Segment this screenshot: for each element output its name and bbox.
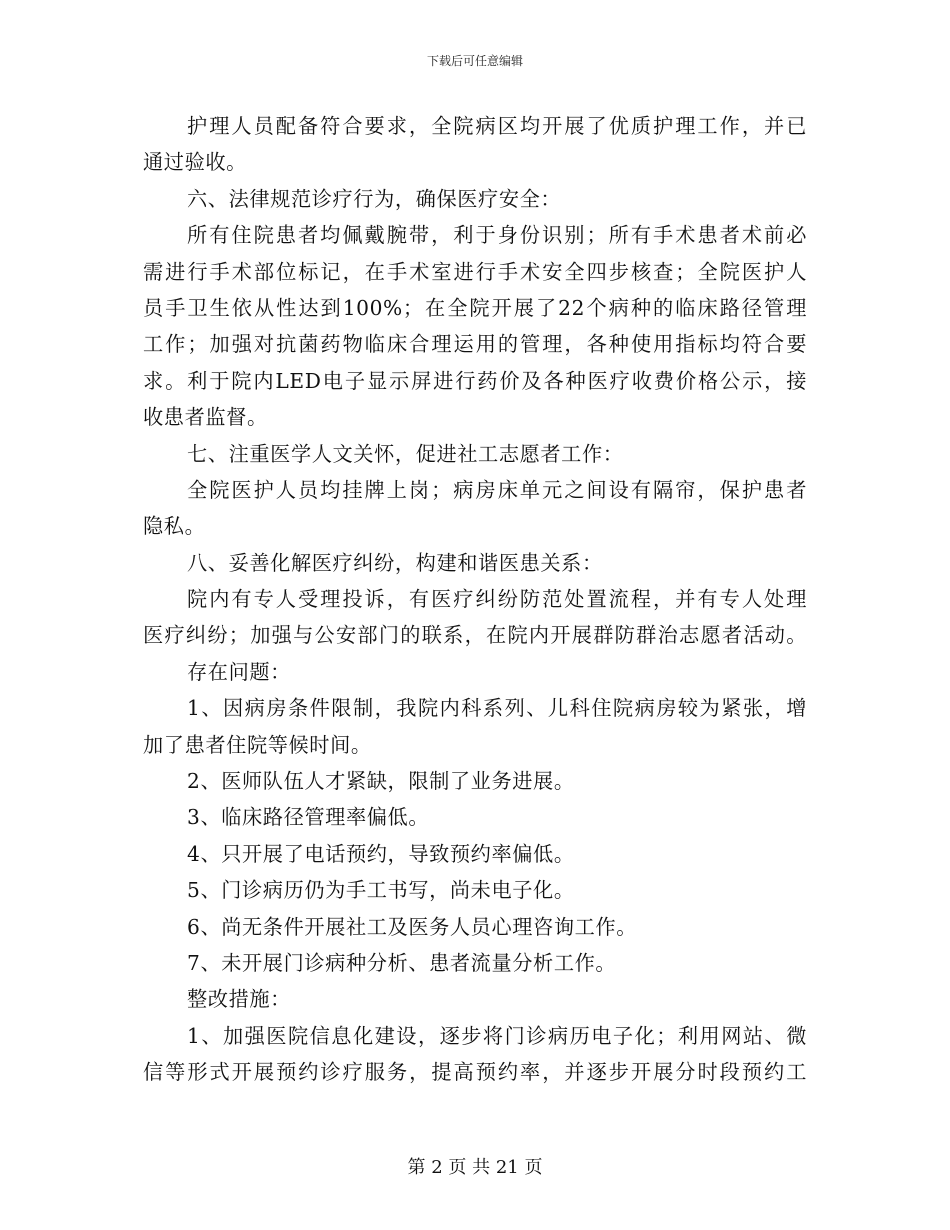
text-line: 七、注重医学人文关怀，促进社工志愿者工作： [187,441,624,466]
text-line: 所有住院患者均佩戴腕带，利于身份识别；所有手术患者术前必 [187,223,807,248]
text-line: 全院医护人员均挂牌上岗；病房床单元之间设有隔帘，保护患者 [187,477,807,502]
text-line: 员手卫生依从性达到100%；在全院开展了22个病种的临床路径管理 [143,295,807,320]
text-line: 医疗纠纷；加强与公安部门的联系，在院内开展群防群治志愿者活动。 [143,623,807,648]
text-line: 院内有专人受理投诉，有医疗纠纷防范处置流程，并有专人处理 [187,587,807,612]
text-line: 2、医师队伍人才紧缺，限制了业务进展。 [187,769,575,794]
text-line: 3、临床路径管理率偏低。 [187,805,430,830]
page-header: 下载后可任意编辑 [426,54,523,68]
text-line: 工作；加强对抗菌药物临床合理运用的管理，各种使用指标均符合要 [143,332,807,357]
page-footer: 第 2 页 共 21 页 [407,1157,543,1178]
text-line: 求。利于院内LED电子显示屏进行药价及各种医疗收费价格公示，接 [143,368,807,393]
text-line: 整改措施： [187,987,291,1012]
text-line: 存在问题： [187,659,291,684]
text-line: 通过验收。 [143,150,247,175]
text-line: 6、尚无条件开展社工及医务人员心理咨询工作。 [187,914,637,939]
text-line: 信等形式开展预约诊疗服务，提高预约率，并逐步开展分时段预约工 [143,1060,807,1085]
text-line: 7、未开展门诊病种分析、患者流量分析工作。 [187,950,617,975]
text-line: 需进行手术部位标记，在手术室进行手术安全四步核查；全院医护人 [143,259,807,284]
text-line: 收患者监督。 [143,405,268,430]
text-line: 1、因病房条件限制，我院内科系列、儿科住院病房较为紧张，增 [187,696,807,721]
text-line: 5、门诊病历仍为手工书写，尚未电子化。 [187,878,575,903]
text-line: 六、法律规范诊疗行为，确保医疗安全： [187,186,562,211]
document-body [143,108,807,1091]
text-line: 1、加强医院信息化建设，逐步将门诊病历电子化；利用网站、微 [187,1023,807,1048]
text-line: 4、只开展了电话预约，导致预约率偏低。 [187,841,575,866]
text-line: 八、妥善化解医疗纠纷，构建和谐医患关系： [187,550,603,575]
text-line: 加了患者住院等候时间。 [143,732,372,757]
text-line: 隐私。 [143,514,206,539]
text-line: 护理人员配备符合要求，全院病区均开展了优质护理工作，并已 [187,114,807,138]
